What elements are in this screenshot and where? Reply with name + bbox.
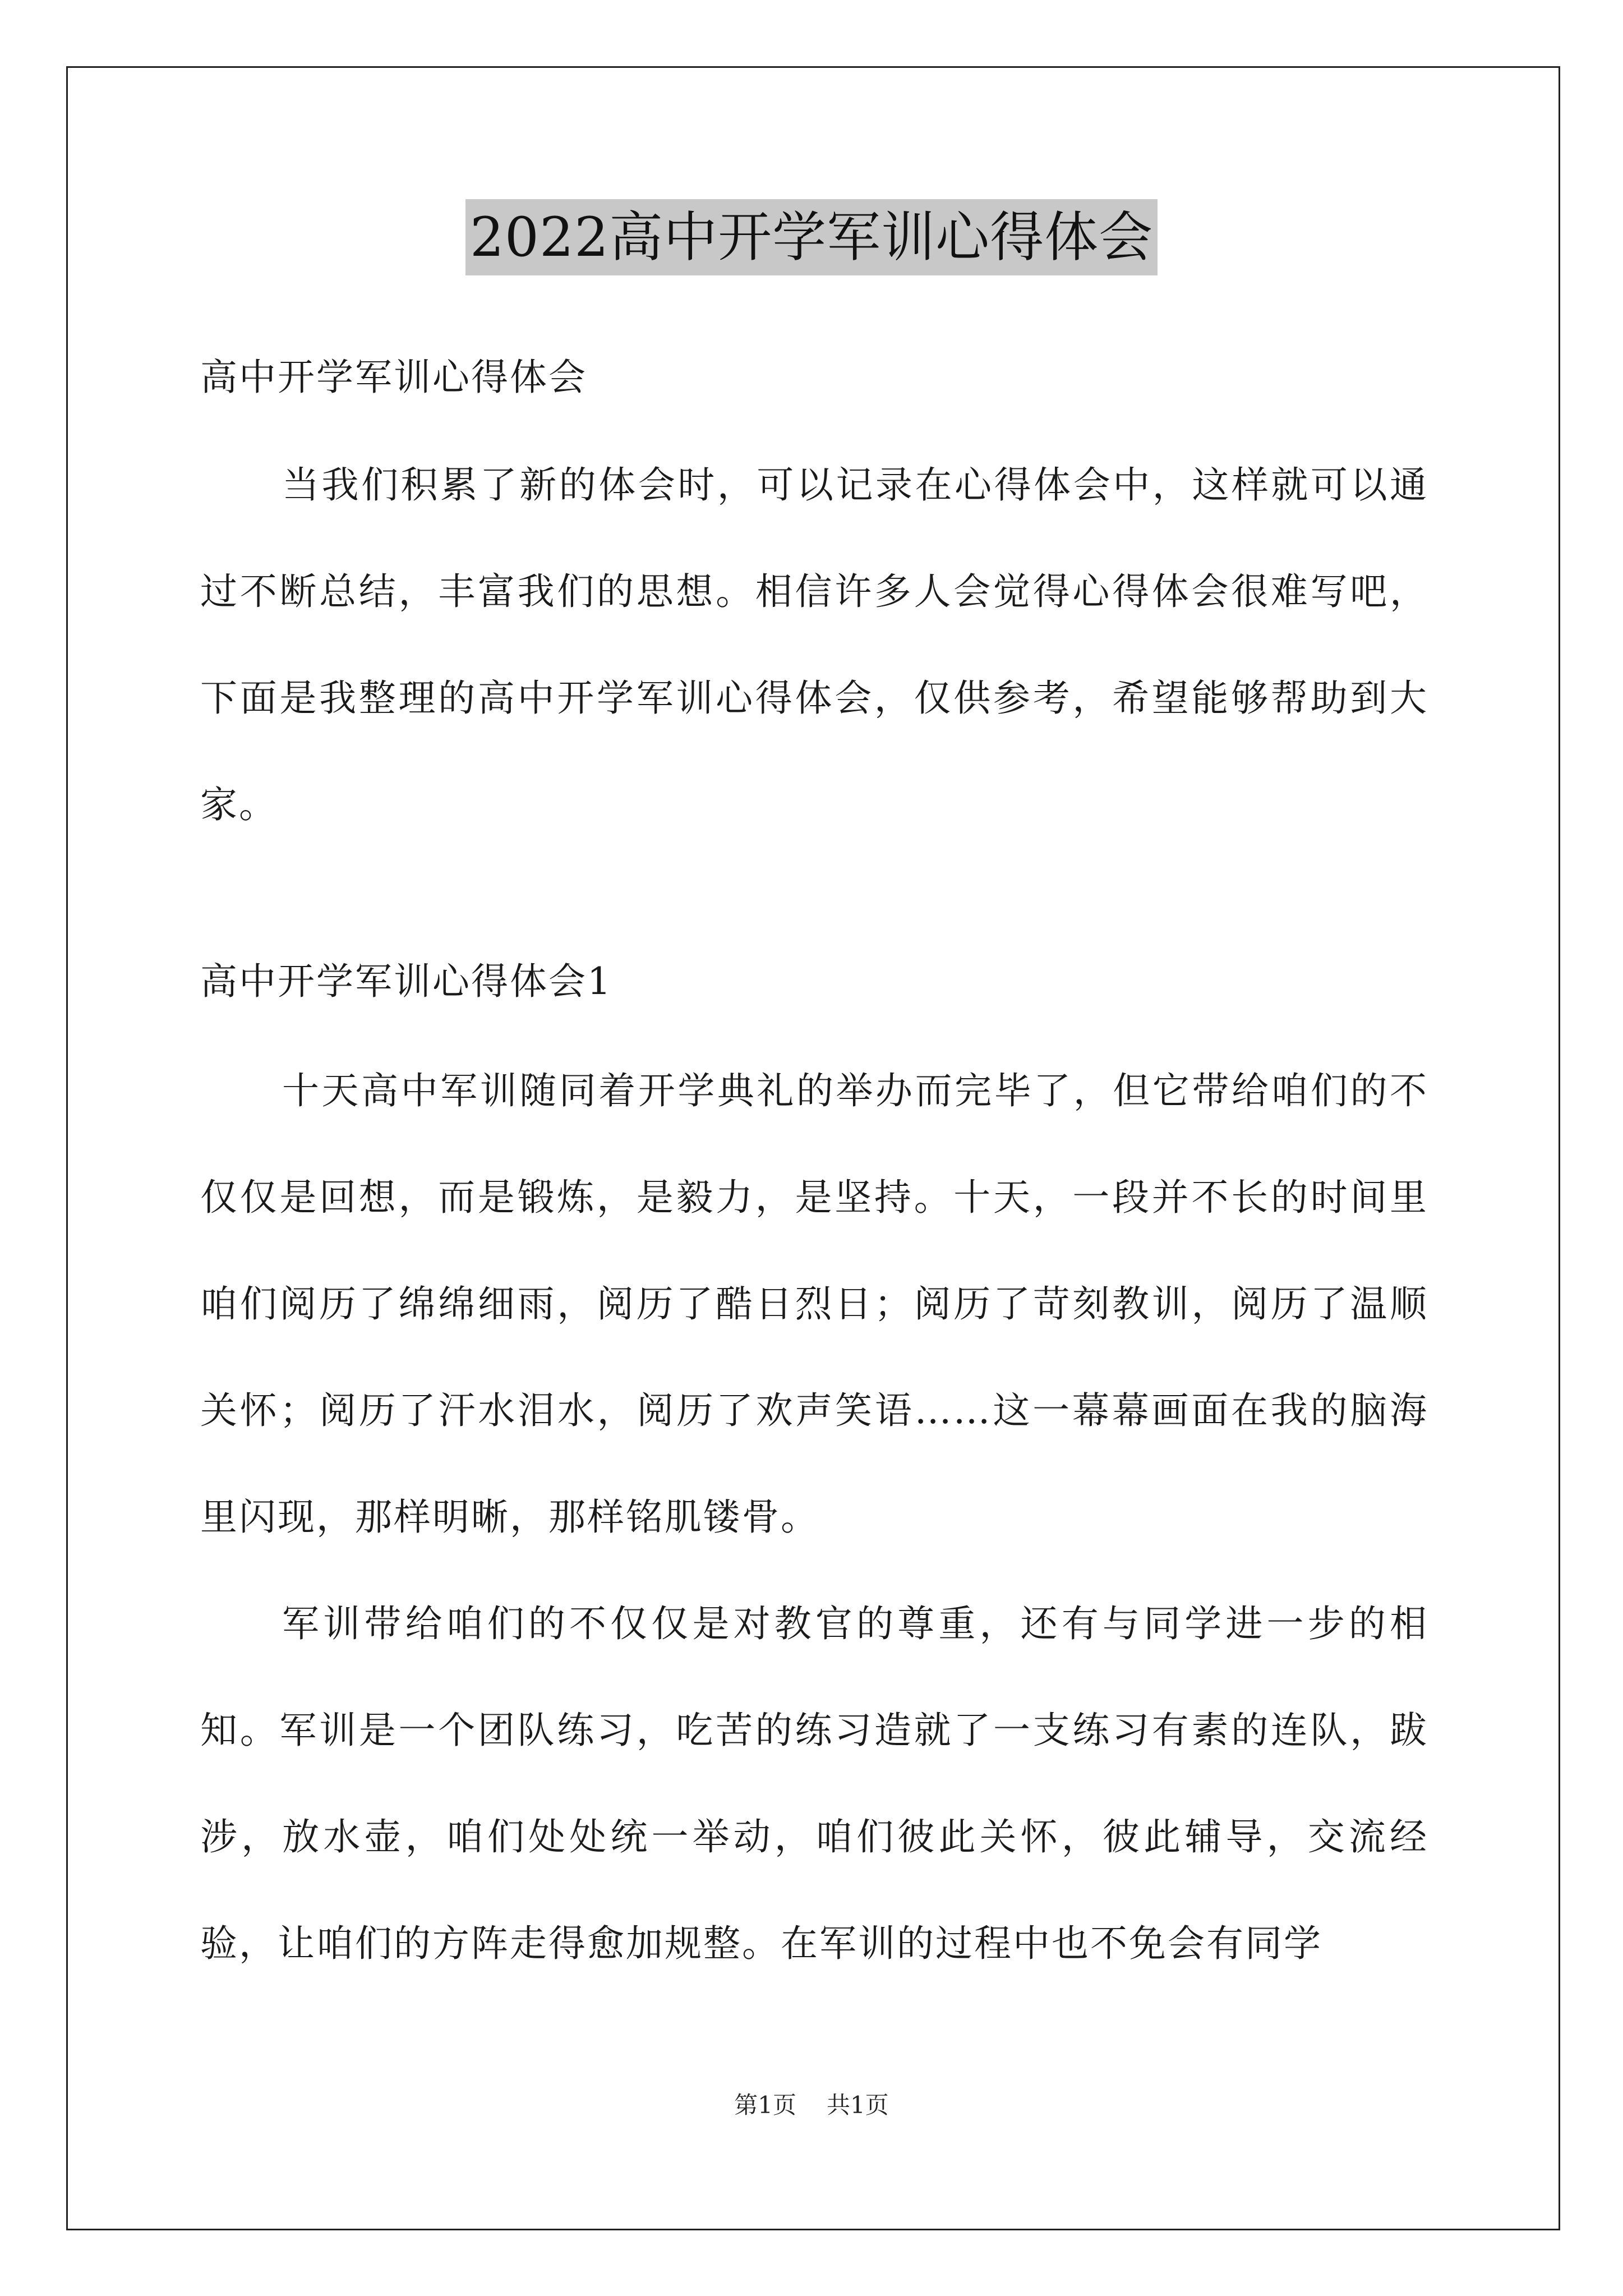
body-paragraph-2: 军训带给咱们的不仅仅是对教官的尊重，还有与同学进一步的相知。军训是一个团队练习，吃苦的练习造就了一支练习有素的连队，跋涉，放水壶，咱们处处统一举动，咱们彼此关怀，彼此辅导，交流经验，让咱们的方阵走得愈加规整。在军训的过程中也不免会有同学 xyxy=(200,1602,1428,1965)
section-heading: 高中开学军训心得体会1 xyxy=(200,960,612,1003)
title-container xyxy=(0,199,1623,275)
intro-paragraph: 当我们积累了新的体会时，可以记录在心得体会中，这样就可以通过不断总结，丰富我们的思想。相信许多人会觉得心得体会很难写吧，下面是我整理的高中开学军训心得体会，仅供参考，希望能够帮助到大家。 xyxy=(200,463,1428,826)
page-number-current: 第1页 xyxy=(734,2091,796,2119)
page-footer xyxy=(0,2087,1623,2120)
document-title: 2022高中开学军训心得体会 xyxy=(465,199,1158,275)
body-paragraph-1: 十天高中军训随同着开学典礼的举办而完毕了，但它带给咱们的不仅仅是回想，而是锻炼，是毅力，是坚持。十天，一段并不长的时间里咱们阅历了绵绵细雨，阅历了酷日烈日；阅历了苛刻教训，阅历了温顺关怀；阅历了汗水泪水，阅历了欢声笑语……这一幕幕画面在我的脑海里闪现，那样明晰，那样铭肌镂骨。 xyxy=(200,1069,1428,1539)
page-number-total: 共1页 xyxy=(827,2091,889,2119)
document-subtitle: 高中开学军训心得体会 xyxy=(200,356,587,399)
